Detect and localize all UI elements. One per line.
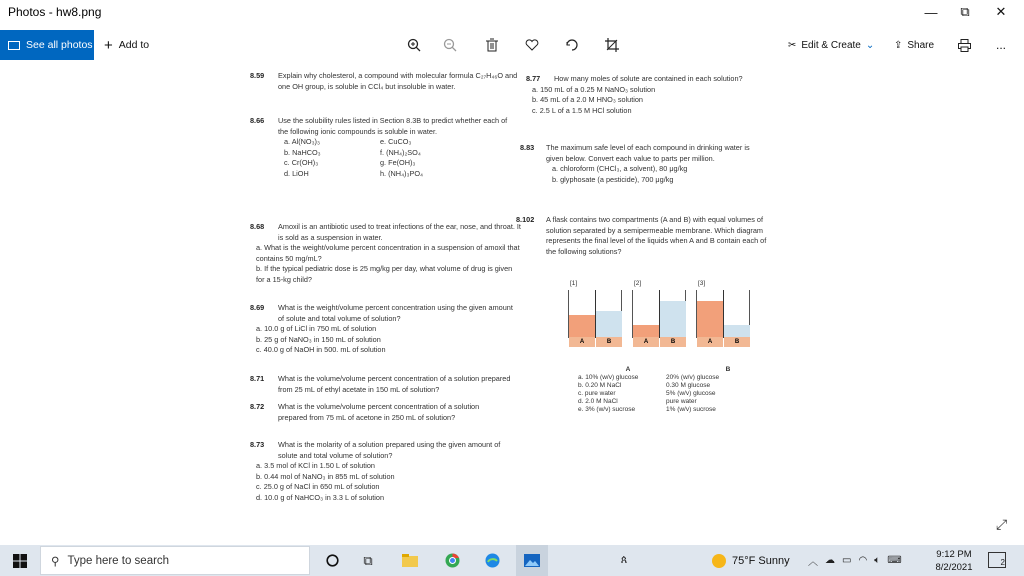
question-8-68 xyxy=(250,222,522,285)
compartment-b-label: B xyxy=(660,337,686,347)
title-bar xyxy=(0,0,1024,24)
compartment-a-fill xyxy=(569,315,595,337)
beaker xyxy=(632,290,686,345)
question-text: Use the solubility rules listed in Section 8.3B to predict whether each of the following ionic compounds is soluble in water. xyxy=(278,116,508,136)
question-number: 8.68 xyxy=(250,222,265,231)
share-icon: ⇪ xyxy=(894,39,903,51)
question-text: What is the volume/volume percent concentration of a solution prepared from 25 mL of ethyl acetate in 150 mL of solution? xyxy=(278,374,511,394)
plus-icon: + xyxy=(104,36,113,54)
sun-icon xyxy=(712,554,726,568)
list-item: c. pure water xyxy=(578,390,616,397)
zoom-out-icon[interactable] xyxy=(438,30,462,60)
wifi-icon[interactable]: ◠ xyxy=(858,555,868,566)
membrane xyxy=(659,290,660,338)
file-explorer-icon[interactable] xyxy=(394,545,426,576)
list-item: a. 10% (w/v) glucose xyxy=(578,374,639,381)
list-item: 1% (w/v) sucrose xyxy=(666,406,716,413)
cortana-icon[interactable] xyxy=(316,545,348,576)
question-8-83 xyxy=(520,143,766,185)
list-item: c. 2.5 L of a 1.5 M HCl solution xyxy=(532,105,632,115)
question-8-73 xyxy=(250,440,518,503)
weather-text: 75°F Sunny xyxy=(732,554,790,567)
photos-icon xyxy=(8,41,20,50)
list-item: 0.30 M glucose xyxy=(666,382,711,389)
question-text: The maximum safe level of each compound in drinking water is given below. Convert each value to parts per million. xyxy=(546,143,750,163)
weather-widget[interactable] xyxy=(712,545,790,576)
see-all-label: See all photos xyxy=(26,39,93,51)
question-number: 8.71 xyxy=(250,374,265,383)
compartment-b-fill xyxy=(660,301,686,337)
question-text: A flask contains two compartments (A and B) with equal volumes of solution separated by a semipermeable membrane. Which diagram represents the final level of the liquids when A and B contain each of the following solutions? xyxy=(546,215,767,256)
crop-icon[interactable] xyxy=(600,30,624,60)
compartment-b-label: B xyxy=(596,337,622,347)
share-button[interactable] xyxy=(894,30,934,60)
compartment-b-label: B xyxy=(724,337,750,347)
question-text: Amoxil is an antibiotic used to treat infections of the ear, nose, and throat. It is sold as a suspension in water. xyxy=(278,222,521,242)
beaker xyxy=(568,290,622,345)
beaker xyxy=(696,290,750,345)
compartment-a-label: A xyxy=(697,337,723,347)
onedrive-icon[interactable]: ☁ xyxy=(825,555,835,566)
question-text: What is the volume/volume percent concentration of a solution prepared from 75 mL of acetone in 250 mL of solution? xyxy=(278,402,480,422)
clock-date: 8/2/2021 xyxy=(935,562,973,573)
zoom-in-icon[interactable] xyxy=(402,30,426,60)
list-item: a. What is the weight/volume percent concentration in a suspension of amoxil that contains 50 mg/mL? xyxy=(256,243,520,263)
window-title: Photos - hw8.png xyxy=(8,5,102,19)
edit-create-label: Edit & Create xyxy=(801,39,861,51)
list-item: a. 10.0 g of LiCl in 750 mL of solution xyxy=(256,324,377,333)
people-icon[interactable]: ጰ xyxy=(620,554,628,566)
list-item: b. 0.44 mol of NaNO₃ in 855 mL of solution xyxy=(256,471,395,481)
printer-icon[interactable] xyxy=(958,30,971,60)
question-number: 8.83 xyxy=(520,143,535,152)
list-item: g. Fe(OH)₃ xyxy=(380,158,416,167)
diagram-label: [2] xyxy=(634,280,642,287)
list-item: d. 10.0 g of NaHCO₃ in 3.3 L of solution xyxy=(256,492,385,502)
list-item: b. If the typical pediatric dose is 25 mg/kg per day, what volume of drug is given for a 15-kg child? xyxy=(256,264,513,284)
compartment-a-label: A xyxy=(569,337,595,347)
question-8-69 xyxy=(250,303,518,356)
question-text: How many moles of solute are contained in each solution? xyxy=(554,74,743,83)
list-item: b. 45 mL of a 2.0 M HNO₃ solution xyxy=(532,95,643,104)
membrane xyxy=(595,290,596,338)
trash-icon[interactable] xyxy=(480,30,504,60)
question-8-59 xyxy=(250,71,518,92)
notification-count: 2 xyxy=(1000,558,1005,567)
question-number: 8.77 xyxy=(526,74,541,83)
question-8-66 xyxy=(250,116,518,179)
battery-icon[interactable]: ▭ xyxy=(842,555,852,566)
search-placeholder: Type here to search xyxy=(67,554,170,567)
question-number: 8.72 xyxy=(250,402,265,411)
list-item: b. 25 g of NaNO₃ in 150 mL of solution xyxy=(256,334,381,344)
list-item: 5% (w/v) glucose xyxy=(666,390,716,397)
diagram-label: [3] xyxy=(698,280,706,287)
taskbar-search-box[interactable] xyxy=(40,546,310,575)
list-item: 20% (w/v) glucose xyxy=(666,374,720,381)
list-item: f. (NH₄)₂SO₄ xyxy=(380,147,421,157)
edge-icon[interactable] xyxy=(476,545,508,576)
question-number: 8.102 xyxy=(516,215,535,224)
list-item: a. 3.5 mol of KCl in 1.50 L of solution xyxy=(256,461,375,470)
diagram-label: [1] xyxy=(570,280,578,287)
list-item: e. 3% (w/v) sucrose xyxy=(578,406,636,413)
question-number: 8.73 xyxy=(250,440,265,449)
list-item: e. CuCO₃ xyxy=(380,137,412,146)
list-item: c. 40.0 g of NaOH in 500. mL of solution xyxy=(256,345,386,354)
windows-start-icon[interactable] xyxy=(0,545,40,576)
column-header-a: A xyxy=(625,366,631,373)
list-item: c. 25.0 g of NaCl in 650 mL of solution xyxy=(256,482,380,491)
membrane xyxy=(723,290,724,338)
rotate-icon[interactable] xyxy=(560,30,584,60)
taskbar xyxy=(0,545,1024,576)
notification-icon[interactable] xyxy=(988,552,1006,568)
more-options-button[interactable]: ... xyxy=(996,38,1007,52)
list-item: b. NaHCO₃ xyxy=(284,147,321,157)
list-item: h. (NH₄)₃PO₄ xyxy=(380,168,423,178)
search-icon: ⚲ xyxy=(51,555,60,568)
share-label: Share xyxy=(907,39,935,51)
edit-create-button[interactable] xyxy=(788,30,874,60)
chevron-up-icon[interactable]: ︿ xyxy=(808,557,818,568)
toolbar xyxy=(0,30,1024,60)
system-tray xyxy=(808,545,902,576)
clock[interactable] xyxy=(928,548,980,574)
question-number: 8.66 xyxy=(250,116,265,125)
question-text: What is the weight/volume percent concentration using the given amount of solute and total volume of solution? xyxy=(278,303,513,323)
question-8-77 xyxy=(526,74,766,116)
heart-icon[interactable] xyxy=(520,30,544,60)
list-item: b. 0.20 M NaCl xyxy=(578,382,622,389)
list-item: d. 2.0 M NaCl xyxy=(578,398,618,405)
question-number: 8.69 xyxy=(250,303,265,312)
expand-icon[interactable]: ⤢ xyxy=(996,516,1008,532)
question-text: Explain why cholesterol, a compound with molecular formula C₂₇H₄₆O and one OH group, is soluble in CCl₄ but insoluble in water. xyxy=(278,71,518,91)
question-8-72 xyxy=(250,402,510,423)
question-8-102 xyxy=(516,215,770,257)
add-to-label: Add to xyxy=(118,39,150,51)
compartment-a-label: A xyxy=(633,337,659,347)
column-header-b: B xyxy=(725,366,731,373)
clock-time: 9:12 PM xyxy=(936,549,972,560)
volume-icon[interactable]: 🔈︎ xyxy=(874,555,881,566)
compartment-b-fill xyxy=(724,325,750,337)
photos-app-icon[interactable] xyxy=(516,545,548,576)
chrome-icon[interactable] xyxy=(436,545,468,576)
chevron-down-icon: ⌄ xyxy=(865,39,875,51)
list-item: a. 150 mL of a 0.25 M NaNO₃ solution xyxy=(532,84,656,94)
see-all-photos-button[interactable] xyxy=(0,30,94,60)
list-item: d. LiOH xyxy=(284,168,309,178)
maximize-button[interactable]: ⧉ xyxy=(960,4,970,19)
scissors-icon: ✂ xyxy=(788,39,797,51)
compound-list xyxy=(284,137,518,179)
list-item: a. Al(NO₃)₃ xyxy=(284,137,320,146)
compartment-a-fill xyxy=(697,301,723,337)
task-view-icon[interactable]: ⧉ xyxy=(363,552,373,568)
solution-pairs xyxy=(578,366,778,414)
question-text: What is the molarity of a solution prepared using the given amount of solute and total volume of solution? xyxy=(278,440,501,460)
compartment-a-fill xyxy=(633,325,659,337)
question-8-71 xyxy=(250,374,520,395)
question-number: 8.59 xyxy=(250,71,265,80)
list-item: c. Cr(OH)₃ xyxy=(284,158,319,167)
list-item: a. chloroform (CHCl₃, a solvent), 80 μg/kg xyxy=(552,164,688,173)
close-button[interactable]: ✕ xyxy=(995,4,1007,19)
keyboard-icon[interactable]: ⌨ xyxy=(887,555,902,566)
compartment-b-fill xyxy=(596,311,622,337)
membrane-diagram xyxy=(568,280,758,356)
add-to-button[interactable] xyxy=(104,30,149,60)
list-item: b. glyphosate (a pesticide), 700 μg/kg xyxy=(552,174,674,184)
minimize-button[interactable]: — xyxy=(924,4,938,20)
list-item: pure water xyxy=(666,398,697,405)
